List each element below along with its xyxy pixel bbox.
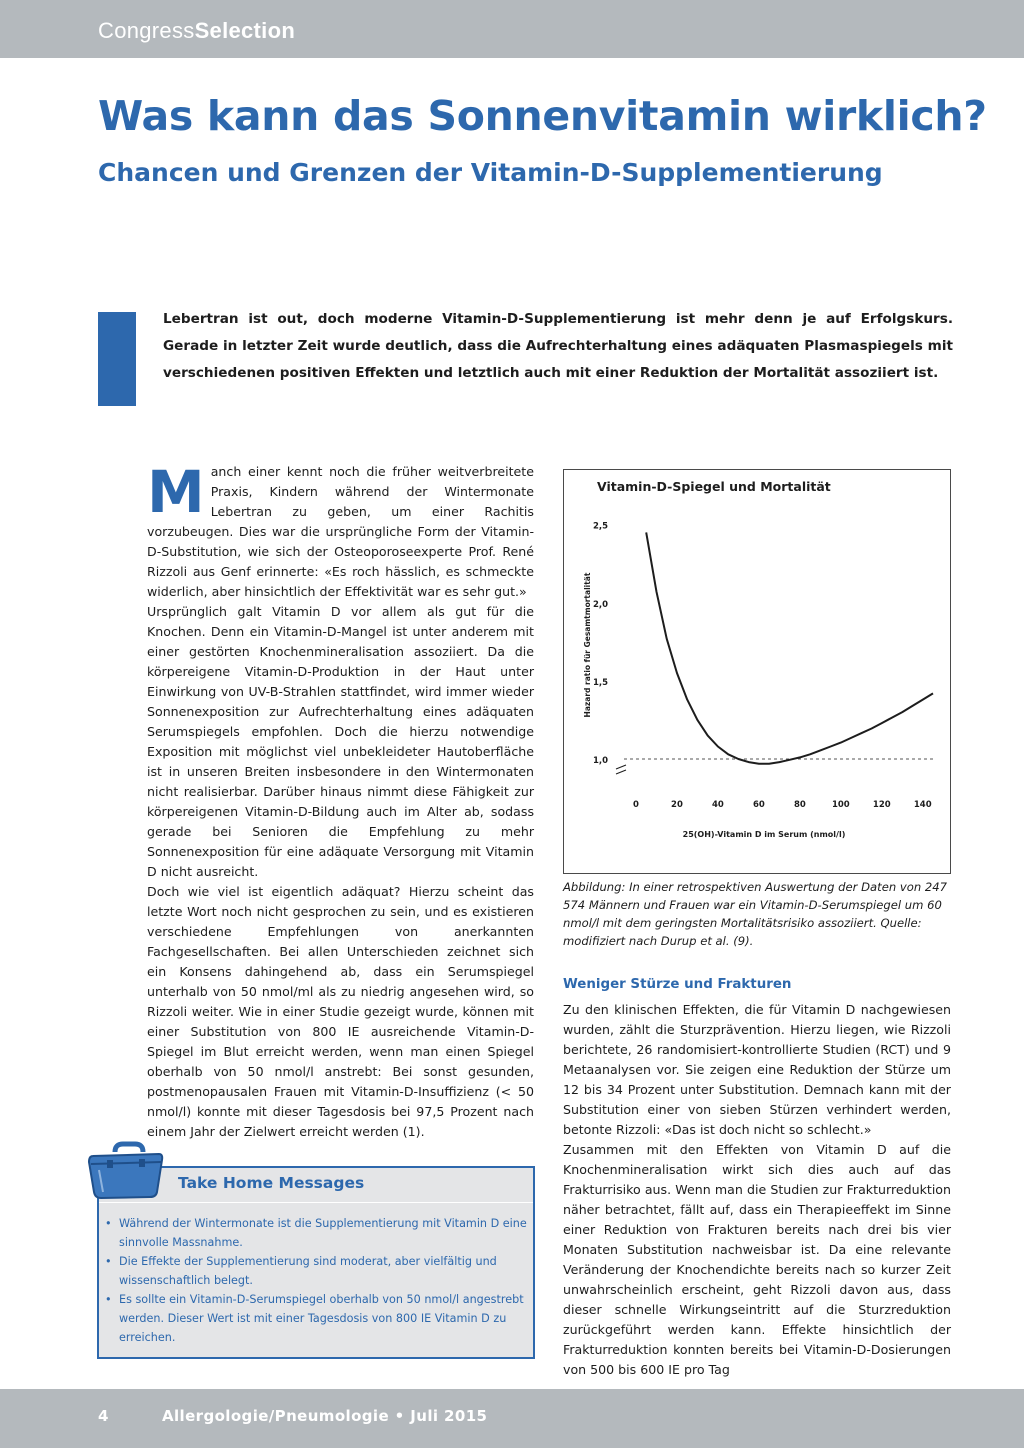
x-tick-label: 60 [752, 800, 765, 810]
take-home-item-text: Während der Wintermonate ist die Supplementierung mit Vitamin D eine sinnvolle Massnahme. [119, 1217, 527, 1249]
drop-cap: M [147, 458, 205, 526]
body-paragraph [147, 458, 534, 602]
chart-title: Vitamin-D-Spiegel und Mortalität [597, 479, 831, 494]
footer-bar [0, 1389, 1024, 1448]
bullet-marker: • [105, 1293, 112, 1306]
section-heading: Weniger Stürze und Frakturen [563, 977, 792, 992]
y-tick-label: 1,0 [592, 756, 608, 766]
x-tick-label: 0 [633, 800, 639, 810]
take-home-item [105, 1252, 529, 1290]
x-tick-label: 80 [793, 800, 806, 810]
x-tick-label: 120 [872, 800, 891, 810]
figure-caption: Abbildung: In einer retrospektiven Auswertung der Daten von 247 574 Männern und Frauen war ein Vitamin-D-Serumspiegel um 60 nmol/l mit dem geringsten Mortalitätsrisiko assoziiert. Quelle: modifiziert nach Durup et al. (9). [563, 880, 947, 948]
article-title: Was kann das Sonnenvitamin wirklich? [98, 92, 987, 140]
x-tick-label: 100 [831, 800, 850, 810]
brand-logo [98, 18, 295, 44]
take-home-item [105, 1214, 529, 1252]
chart-figure [563, 469, 951, 874]
right-column [563, 1000, 951, 1380]
axis-break-mark [616, 765, 626, 774]
bullet-marker: • [105, 1255, 112, 1268]
x-tick-label: 40 [712, 800, 724, 810]
series-line [646, 532, 933, 763]
y-axis-label: Hazard ratio für Gesamtmortalität [583, 572, 592, 718]
take-home-item-text: Die Effekte der Supplementierung sind moderat, aber vielfältig und wissenschaftlich belegt. [119, 1255, 497, 1287]
y-tick-label: 2,0 [592, 599, 608, 610]
take-home-item-text: Es sollte ein Vitamin-D-Serumspiegel oberhalb von 50 nmol/l angestrebt werden. Dieser Wert ist mit einer Tagesdosis von 800 IE Vitamin D zu erreichen. [119, 1293, 524, 1344]
x-axis-label: 25(OH)-Vitamin D im Serum (nmol/l) [682, 830, 846, 839]
y-tick-label: 2,5 [592, 521, 608, 532]
body-paragraph: Zusammen mit den Effekten von Vitamin D auf die Knochenmineralisation wirkt sich dies auch auf das Frakturrisiko aus. Wenn man die Studien zur Frakturreduktion näher betrachtet, fällt auf, dass ein Therapieeffekt im Sinne einer Reduktion von Frakturen bereits nach drei bis vier Monaten Substitution nachweisbar ist. Da eine relevante Veränderung der Knochendichte bereits nach so kurzer Zeit unwahrscheinlich erscheint, geht Rizzoli davon aus, dass dieser schnelle Wirkungseintritt auf die Sturzreduktion zurückgeführt werden kann. Effekte hinsichtlich der Frakturreduktion konnten bereits bei Vitamin-D-Dosierungen von 500 bis 600 IE pro Tag [563, 1142, 951, 1377]
lead-initial-bar [98, 312, 136, 406]
y-tick-label: 1,5 [592, 677, 608, 688]
brand-regular: Congress [98, 18, 195, 43]
body-paragraph: Ursprünglich galt Vitamin D vor allem als gut für die Knochen. Denn ein Vitamin-D-Mangel ist unter anderem mit einer gestörten Knochenmineralisation assoziiert. Da die körpereigene Vitamin-D-Produktion in der Haut unter Einwirkung von UV-B-Strahlen stattfindet, wird immer wieder Sonnenexposition zur Aufrechterhaltung eines adäquaten Serumspiegels empfohlen. Doch die hierzu notwendige Exposition mit möglichst viel unbekleideter Hautoberfläche ist in unseren Breiten insbesondere in den Wintermonaten nicht realisierbar. Darüber hinaus nimmt diese Fähigkeit zur körpereigenen Vitamin-D-Bildung auch im Alter ab, sodass gerade bei Senioren die Empfehlung zu mehr Sonnenexposition für eine adäquate Versorgung mit Vitamin D nicht ausreicht. [147, 604, 534, 879]
body-paragraph-text: anch einer kennt noch die früher weitverbreitete Praxis, Kindern während der Wintermonate Lebertran zu geben, um einer Rachitis vorzubeugen. Dies war die ursprüngliche Form der Vitamin-D-Substitution, wie sich der Osteoporoseexperte Prof. René Rizzoli aus Genf erinnerte: «Es roch hässlich, es schmeckte widerlich, aber hinsichtlich der Effektivität war es sehr gut.» [147, 464, 534, 599]
header-bar [0, 0, 1024, 58]
body-paragraph: Doch wie viel ist eigentlich adäquat? Hierzu scheint das letzte Wort noch nicht gesprochen zu sein, und es existieren verschiedene Empfehlungen von anerkannten Fachgesellschaften. Bei allen Unterschieden zeichnet sich ein Konsens dahingehend ab, dass ein Serumspiegel unterhalb von 50 nmol/ml als zu niedrig angesehen wird, so Rizzoli weiter. Wie in einer Studie gezeigt wurde, können mit einer Substitution von 800 IE ausreichende Vitamin-D-Spiegel im Blut erreicht werden, wenn man einen Spiegel oberhalb von 50 nmol/l anstrebt: Bei sonst gesunden, postmenopausalen Frauen mit Vitamin-D-Insuffizienz (< 50 nmol/l) konnte mit dieser Tagesdosis bei 97,5 Prozent nach einem Jahr der Zielwert erreicht werden (1). [147, 884, 534, 1139]
x-tick-label: 20 [671, 800, 683, 810]
take-home-divider [99, 1202, 533, 1203]
article-subtitle: Chancen und Grenzen der Vitamin-D-Supplementierung [98, 158, 883, 187]
left-column [147, 458, 534, 1142]
chart-svg [564, 470, 950, 873]
journal-name: Allergologie/Pneumologie • Juli 2015 [162, 1407, 488, 1425]
x-tick-label: 140 [913, 800, 932, 810]
bullet-marker: • [105, 1217, 112, 1230]
take-home-item [105, 1290, 529, 1347]
page-number: 4 [98, 1407, 109, 1425]
brand-bold: Selection [194, 18, 296, 43]
briefcase-icon [87, 1140, 165, 1200]
lead-paragraph: Lebertran ist out, doch moderne Vitamin-D-Supplementierung ist mehr denn je auf Erfolgskurs. Gerade in letzter Zeit wurde deutlich, dass die Aufrechterhaltung eines adäquaten Plasmaspiegels mit verschiedenen positiven Effekten und letztlich auch mit einer Reduktion der Mortalität assoziiert ist. [163, 311, 953, 381]
body-paragraph: Zu den klinischen Effekten, die für Vitamin D nachgewiesen wurden, zählt die Sturzprävention. Hierzu liegen, wie Rizzoli berichtete, 26 randomisiert-kontrollierte Studien (RCT) und 9 Metaanalysen vor. Sie zeigen eine Reduktion der Stürze um 12 bis 34 Prozent unter Substitution. Demnach kann mit der Substitution einer von sieben Stürzen verhindert werden, betonte Rizzoli: «Das ist doch nicht so schlecht.» [563, 1002, 951, 1137]
take-home-title: Take Home Messages [178, 1174, 365, 1192]
take-home-list [105, 1214, 529, 1347]
